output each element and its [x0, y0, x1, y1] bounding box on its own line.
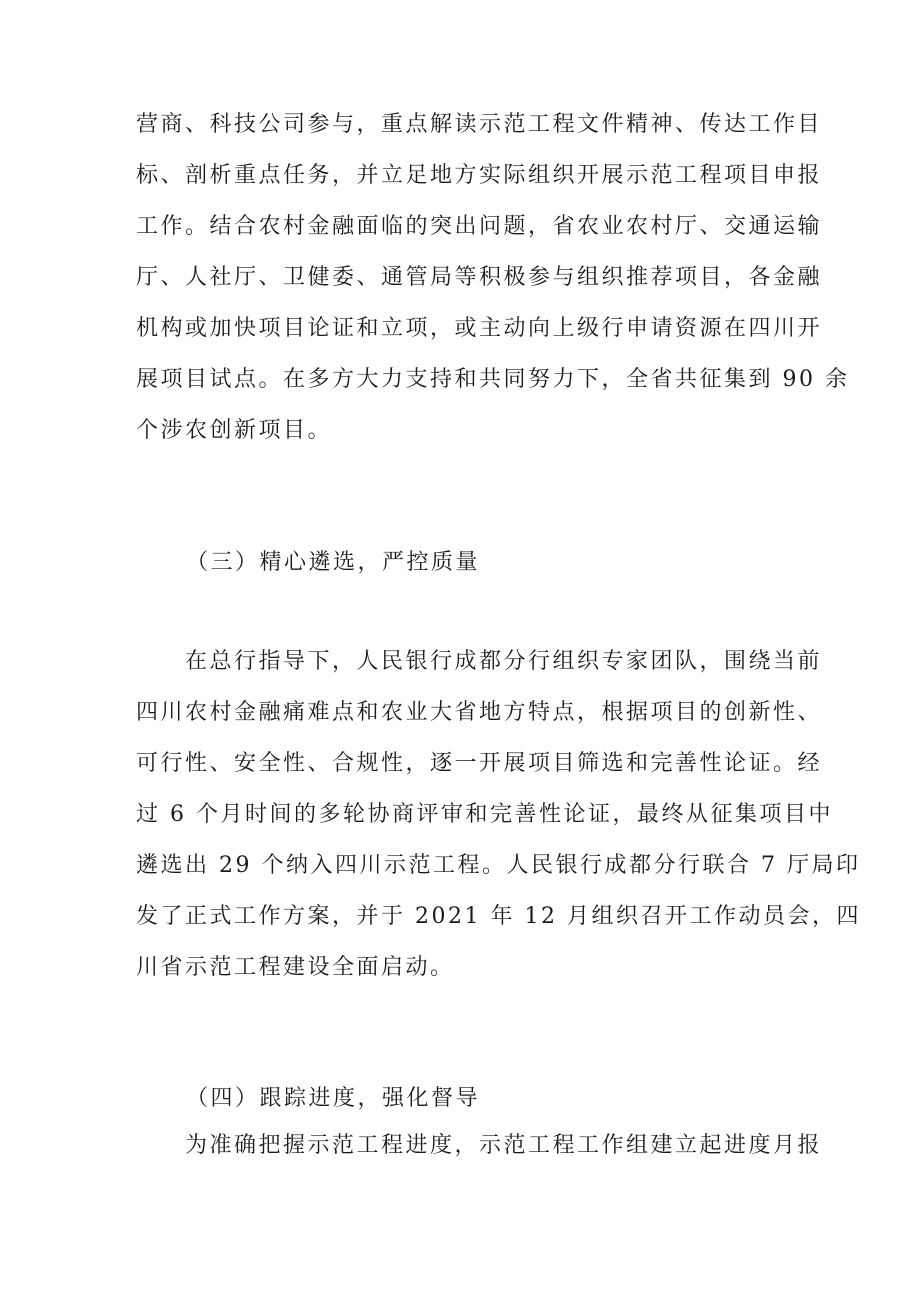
- text-line: 机构或加快项目论证和立项，或主动向上级行申请资源在四川开: [136, 316, 823, 341]
- text-line: 四川农村金融痛难点和农业大省地方特点，根据项目的创新性、: [136, 700, 823, 725]
- text-line: 遴选出 29 个纳入四川示范工程。人民银行成都分行联合 7 厅局印: [136, 853, 861, 878]
- section-heading-3: （三）精心遴选，严控质量: [186, 550, 481, 575]
- section-heading-4: （四）跟踪进度，强化督导: [186, 1086, 481, 1111]
- paragraph-project-selection: [136, 636, 861, 993]
- text-line: 可行性、安全性、合规性，逐一开展项目筛选和完善性论证。经: [136, 751, 823, 776]
- text-line: 厅、人社厅、卫健委、通管局等积极参与组织推荐项目，各金融: [136, 265, 823, 290]
- text-line: 标、剖析重点任务，并立足地方实际组织开展示范工程项目申报: [136, 163, 823, 188]
- text-line: 发了正式工作方案，并于 2021 年 12 月组织召开工作动员会，四: [136, 904, 861, 929]
- paragraph-progress-tracking: [136, 1120, 823, 1171]
- text-line: 川省示范工程建设全面启动。: [136, 955, 455, 980]
- text-line: 营商、科技公司参与，重点解读示范工程文件精神、传达工作目: [136, 112, 823, 137]
- paragraph-project-collection: [136, 99, 850, 456]
- text-line: 工作。结合农村金融面临的突出问题，省农业农村厅、交通运输: [136, 214, 823, 239]
- text-line: 个涉农创新项目。: [136, 418, 333, 443]
- text-line: 展项目试点。在多方大力支持和共同努力下，全省共征集到 90 余: [136, 367, 850, 392]
- text-line: 在总行指导下，人民银行成都分行组织专家团队，围绕当前: [136, 649, 823, 674]
- text-line: 过 6 个月时间的多轮协商评审和完善性论证，最终从征集项目中: [136, 802, 833, 827]
- text-line: 为准确把握示范工程进度，示范工程工作组建立起进度月报: [136, 1133, 823, 1158]
